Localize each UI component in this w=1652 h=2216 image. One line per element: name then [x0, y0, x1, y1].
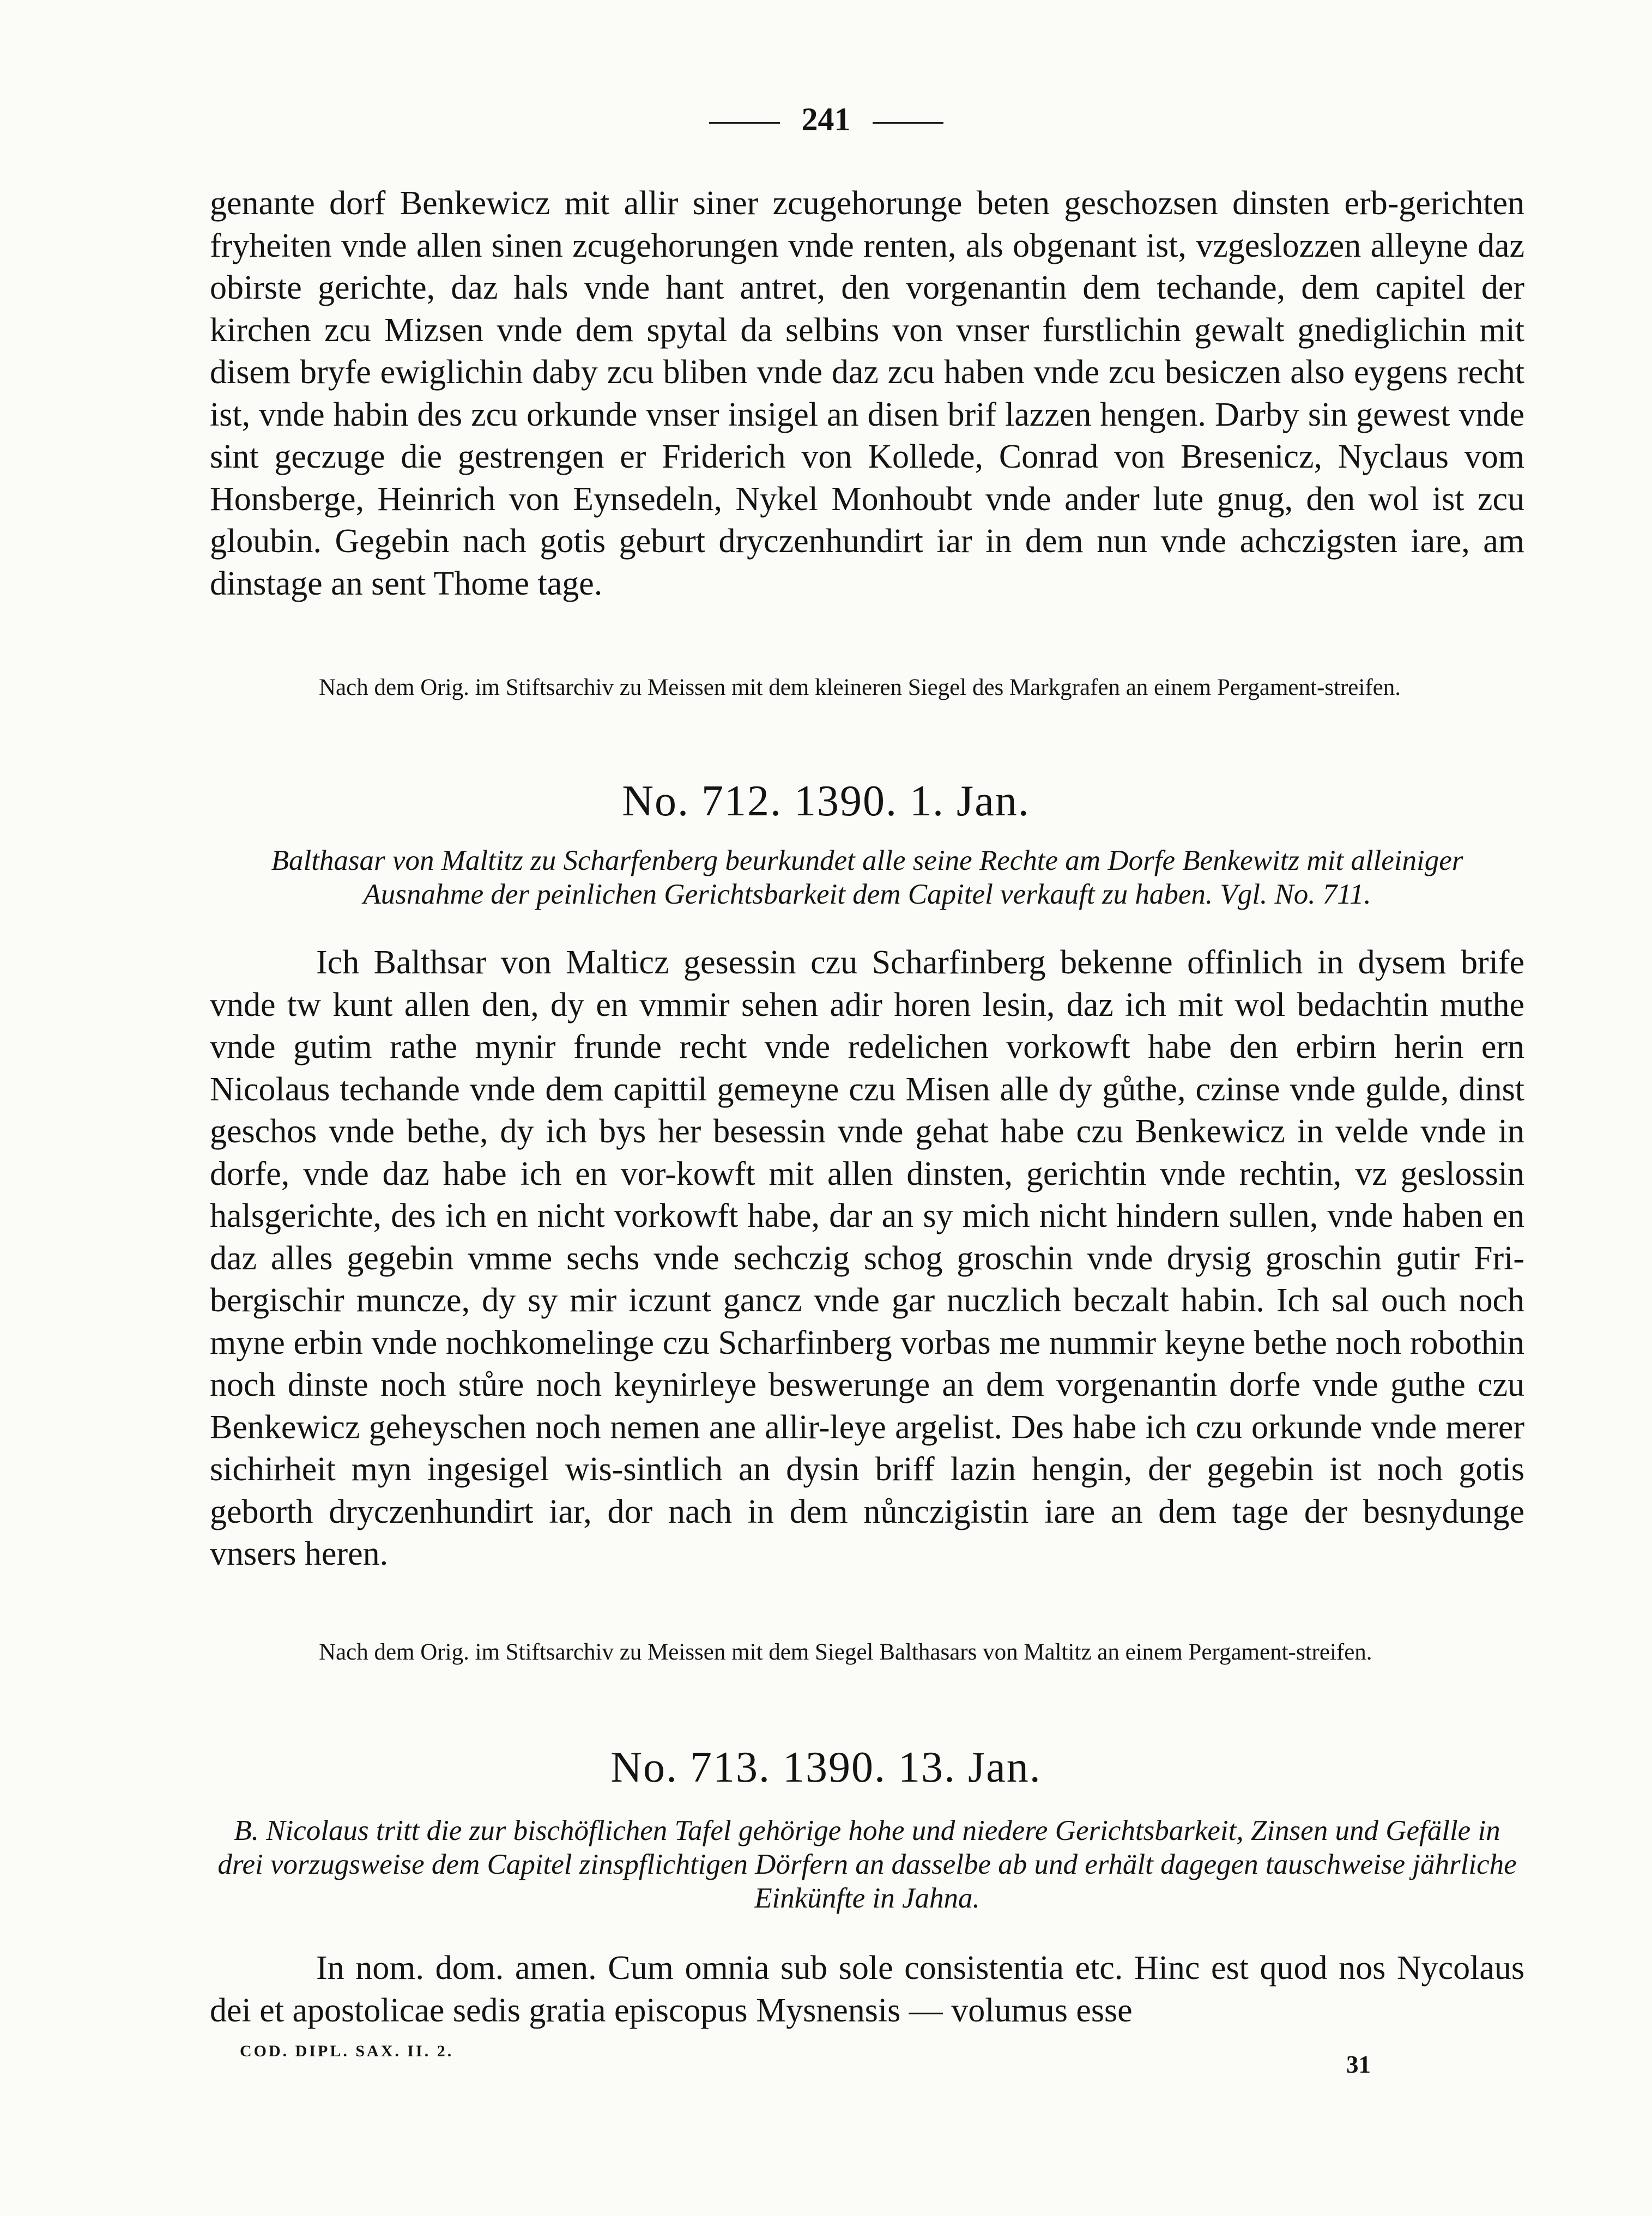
continuation-note-wrap: [210, 671, 1524, 704]
doc713-heading: No. 713. 1390. 13. Jan.: [610, 1743, 1042, 1791]
doc712-note: Nach dem Orig. im Stiftsarchiv zu Meissen mit dem Siegel Balthasars von Maltitz an einem Pergament-streifen.: [319, 1639, 1372, 1665]
doc713-summary-wrap: [210, 1814, 1524, 1915]
doc713-body: [210, 1947, 1524, 2032]
doc713-summary: B. Nicolaus tritt die zur bischöflichen Tafel gehörige hohe und niedere Gerichtsbarkeit, Zinsen und Gefälle in drei vorzugsweise dem Capitel zinspflichtigen Dörfern an dasselbe ab und erhält dagegen tauschweise jährliche Einkünfte in Jahna.: [217, 1815, 1517, 1914]
page-number-text: 241: [801, 101, 851, 137]
doc712-body: [210, 942, 1524, 1576]
continuation-note: Nach dem Orig. im Stiftsarchiv zu Meissen mit dem kleineren Siegel des Markgrafen an einem Pergament-streifen.: [319, 675, 1401, 700]
continuation-section: [210, 183, 1524, 605]
continuation-text: genante dorf Benkewicz mit allir siner zcugehorunge beten geschozsen dinsten erb-gerichten fryheiten vnde allen sinen zcugehorungen vnde renten, als obgenant ist, vzgeslozzen alleyne daz obirste gerichte, daz hals vnde hant antret, den vorgenantin dem techande, dem capitel der kirchen zcu Mizsen vnde dem spytal da selbins von vnser furstlichin gewalt gnediglichin mit disem bryfe ewiglichin daby zcu bliben vnde daz zcu haben vnde zcu besiczen also eygens recht ist, vnde habin des zcu orkunde vnser insigel an disen brif lazzen hengen. Darby sin gewest vnde sint geczuge die gestrengen er Friderich von Kollede, Conrad von Bresenicz, Nyclaus vom Honsberge, Heinrich von Eynsedeln, Nykel Monhoubt vnde ander lute gnug, den wol ist zcu gloubin. Gegebin nach gotis geburt dryczenhundirt iar in dem nun vnde achczigsten iare, am dinstage an sent Thome tage.: [210, 185, 1524, 602]
doc712-text: Ich Balthsar von Malticz gesessin czu Scharfinberg bekenne offinlich in dysem brife vnde tw kunt allen den, dy en vmmir sehen adir horen lesin, daz ich mit wol bedachtin muthe vnde gutim rathe mynir frunde recht vnde redelichen vorkowft habe den erbirn herin ern Nicolaus techande vnde dem capittil gemeyne czu Misen alle dy gůthe, czinse vnde gulde, dinst geschos vnde bethe, dy ich bys her besessin vnde gehat habe czu Benkewicz in velde vnde in dorfe, vnde daz habe ich en vor-kowft mit allen dinsten, gerichtin vnde rechtin, vz geslossin halsgerichte, des ich en nicht vorkowft habe, dar an sy mich nicht hindern sullen, vnde haben en daz alles gegebin vmme sechs vnde sechczig schog groschin vnde drysig groschin gutir Fri-bergischir muncze, dy sy mir iczunt gancz vnde gar nuczlich beczalt habin. Ich sal ouch noch myne erbin vnde nochkomelinge czu Scharfinberg vorbas me nummir keyne bethe noch robothin noch dinste noch stůre noch keynirleye beswerunge an dem vorgenantin dorfe vnde guthe czu Benkewicz geheyschen noch nemen ane allir-leye argelist. Des habe ich czu orkunde vnde merer sichirheit myn ingesigel wis-sintlich an dysin briff lazin hengin, der gegebin ist noch gotis geborth dryczenhundirt iar, dor nach in dem nůnczigistin iare an dem tage der besnydunge vnsers heren.: [210, 944, 1524, 1572]
rule-right: [873, 122, 943, 124]
footer-signature: COD. DIPL. SAX. II. 2.: [240, 2042, 454, 2060]
doc712-summary: Balthasar von Maltitz zu Scharfenberg beurkundet alle seine Rechte am Dorfe Benkewitz mit alleiniger Ausnahme der peinlichen Gerichtsbarkeit dem Capitel verkauft zu haben. Vgl. No. 711.: [271, 845, 1463, 910]
doc712-note-wrap: [210, 1636, 1524, 1669]
footer-sheet-number: 31: [1346, 2051, 1371, 2078]
page-number: [0, 101, 1652, 138]
rule-left: [709, 122, 780, 124]
doc712-summary-wrap: [210, 844, 1524, 911]
doc712-heading: No. 712. 1390. 1. Jan.: [622, 777, 1030, 825]
doc713-text: In nom. dom. amen. Cum omnia sub sole consistentia etc. Hinc est quod nos Nycolaus dei et apostolicae sedis gratia episcopus Mysnensis — volumus esse: [210, 1949, 1524, 2029]
